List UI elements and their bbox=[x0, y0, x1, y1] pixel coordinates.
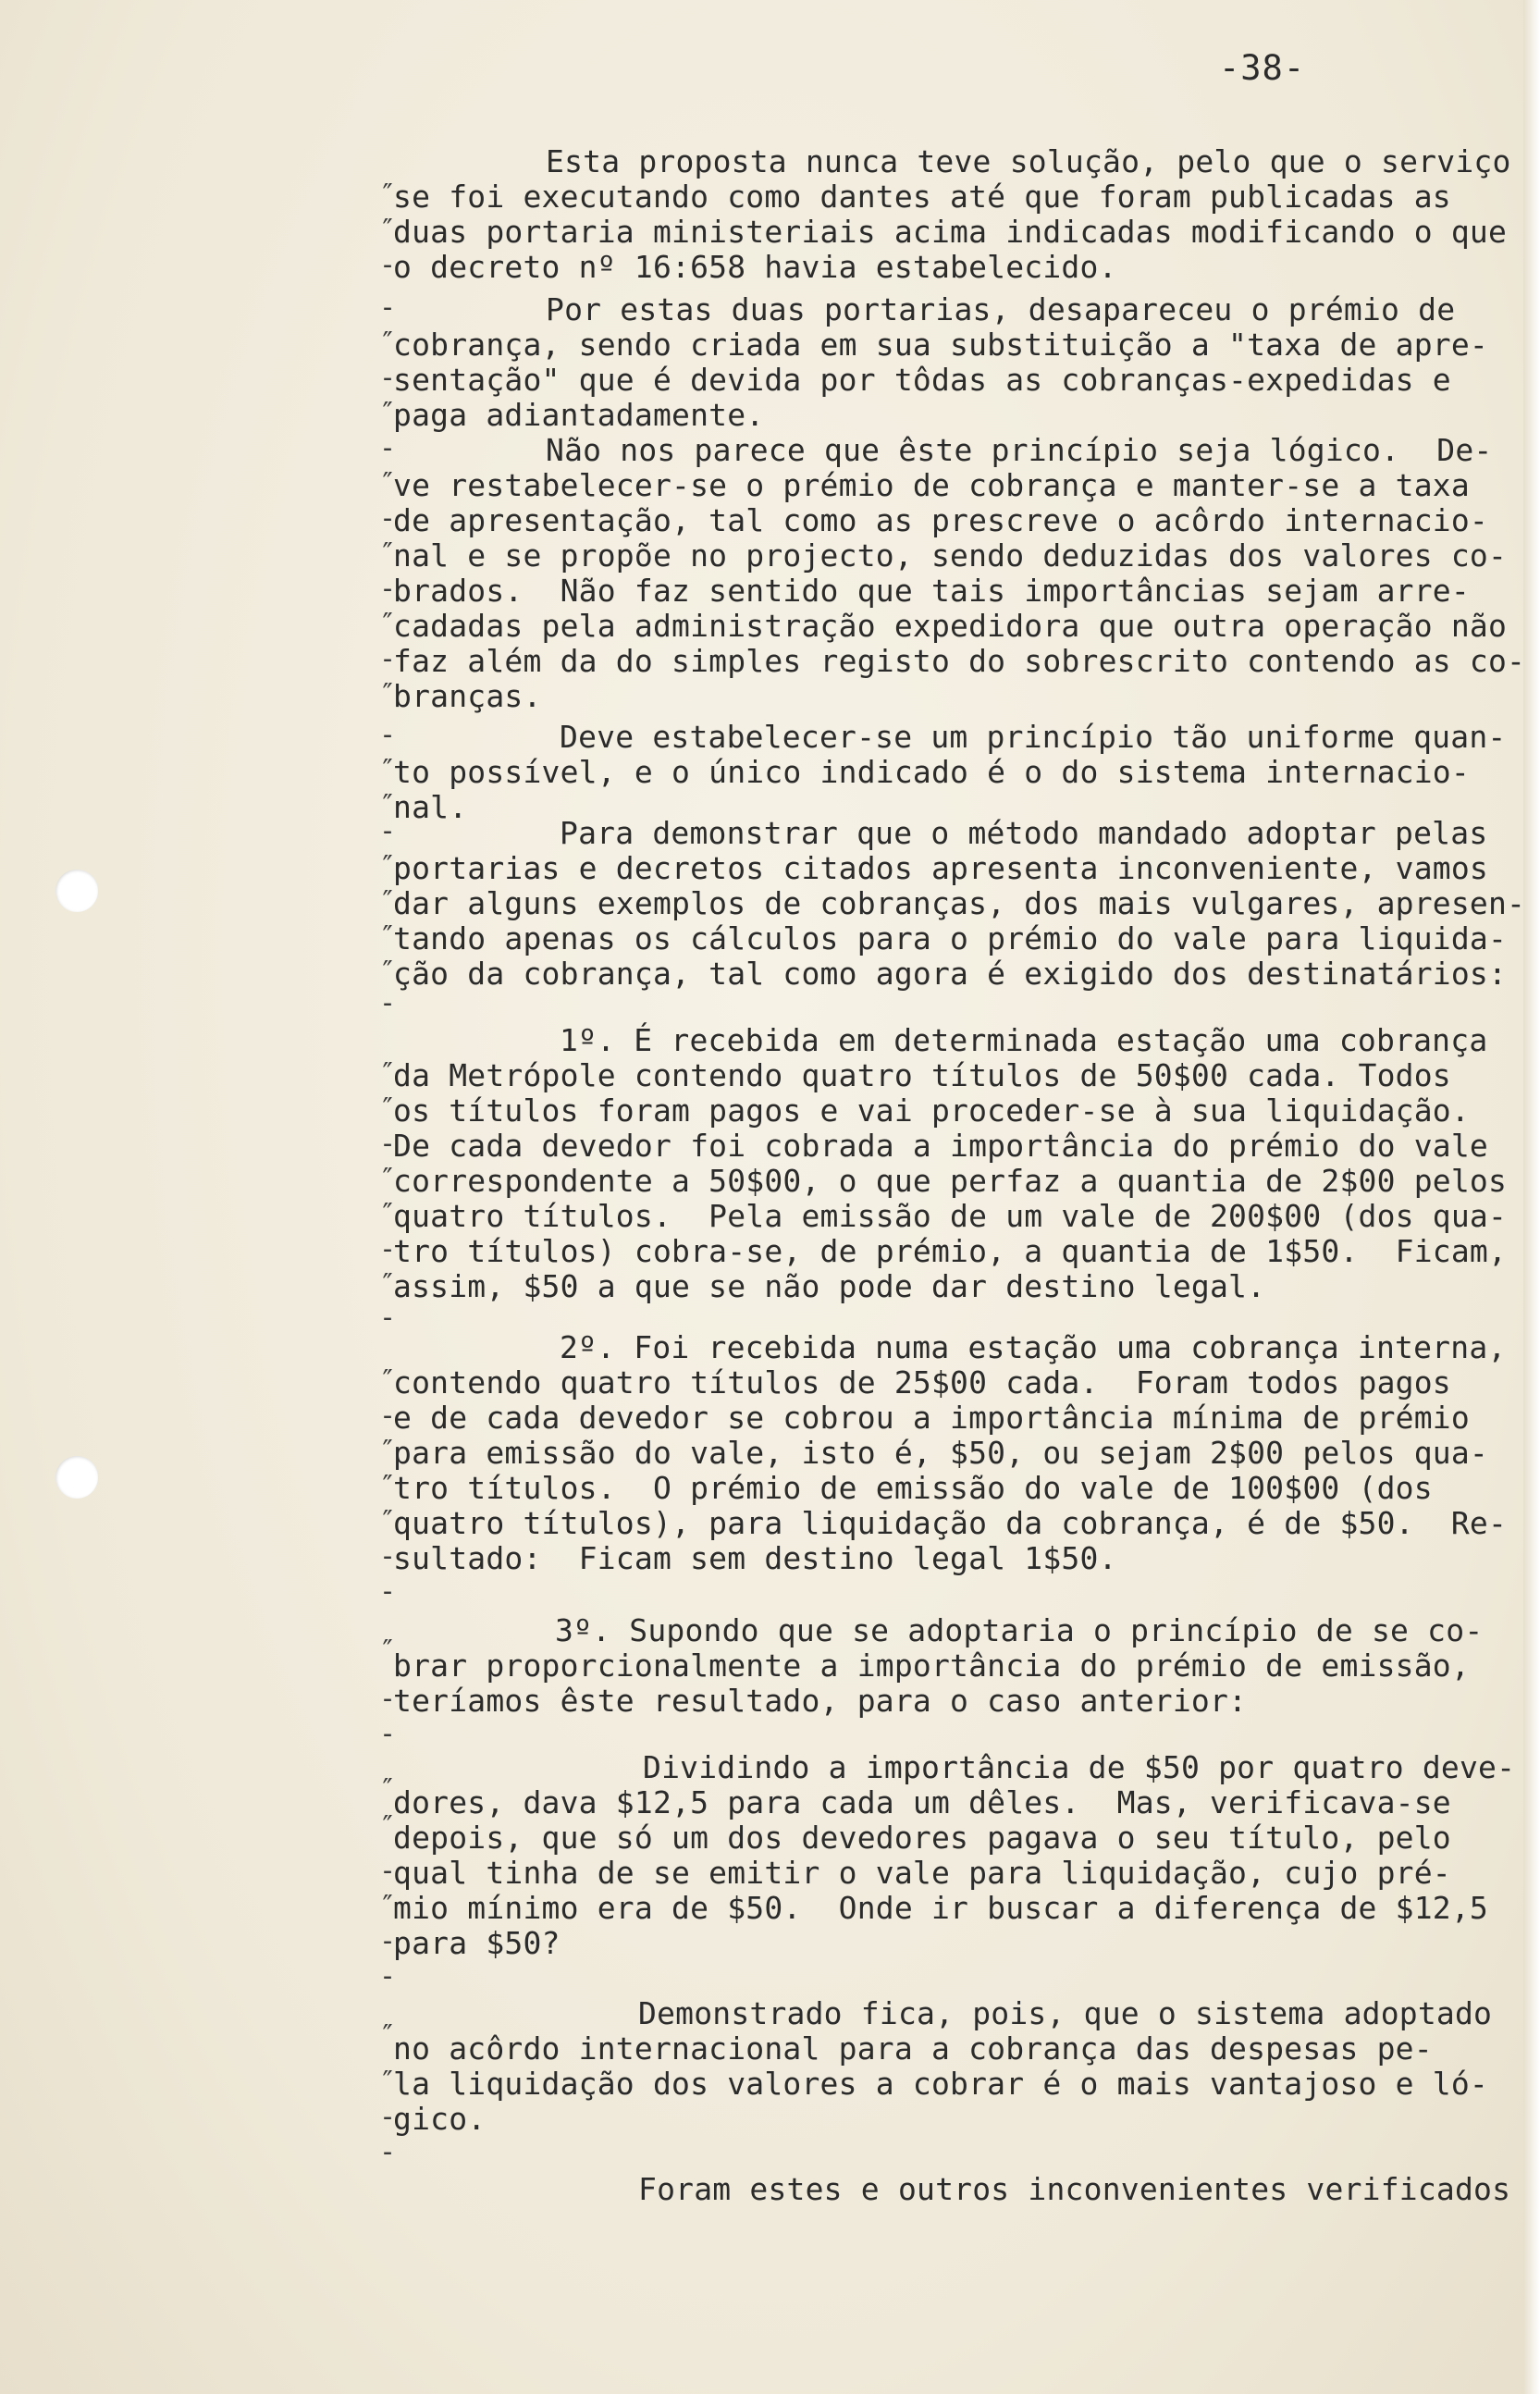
margin-mark: - bbox=[379, 1540, 397, 1573]
text-line: nal. bbox=[393, 789, 468, 825]
margin-mark: - bbox=[379, 432, 397, 464]
margin-mark: ″ bbox=[379, 179, 397, 211]
text-line: sultado: Ficam sem destino legal 1$50. bbox=[393, 1540, 1117, 1576]
text-line: o decreto nº 16:658 havia estabelecido. bbox=[393, 249, 1117, 285]
margin-mark: ″ bbox=[379, 1635, 397, 1667]
margin-mark: ″ bbox=[379, 2066, 397, 2098]
text-line: tro títulos. O prémio de emissão do vale de 100$00 (dos bbox=[393, 1470, 1433, 1506]
margin-mark: ″ bbox=[379, 956, 397, 988]
margin-mark: - bbox=[379, 1400, 397, 1432]
punch-hole-bottom bbox=[55, 1456, 98, 1499]
text-line: para $50? bbox=[393, 1925, 561, 1961]
margin-mark: ″ bbox=[379, 1505, 397, 1537]
margin-mark: - bbox=[379, 1302, 397, 1334]
page-number: -38- bbox=[1219, 48, 1306, 88]
text-line: 3º. Supondo que se adoptaria o princípio de se co- bbox=[555, 1612, 1484, 1648]
margin-mark: ″ bbox=[379, 789, 397, 821]
margin-mark: ″ bbox=[379, 1773, 397, 1806]
margin-mark: - bbox=[379, 1855, 397, 1887]
margin-mark: ″ bbox=[379, 1092, 397, 1125]
margin-mark: - bbox=[379, 2101, 397, 2133]
margin-mark: - bbox=[379, 1718, 397, 1750]
text-line: assim, $50 a que se não pode dar destino legal. bbox=[393, 1268, 1266, 1304]
margin-mark: ″ bbox=[379, 1364, 397, 1397]
text-line: ve restabelecer-se o prémio de cobrança e manter-se a taxa bbox=[393, 467, 1470, 503]
margin-mark: - bbox=[379, 1575, 397, 1608]
margin-mark: - bbox=[379, 1925, 397, 1957]
text-line: e de cada devedor se cobrou a importância mínima de prémio bbox=[393, 1400, 1470, 1436]
text-line: 2º. Foi recebida numa estação uma cobrança interna, bbox=[560, 1329, 1507, 1365]
text-line: portarias e decretos citados apresenta inconveniente, vamos bbox=[393, 850, 1488, 886]
margin-mark: ″ bbox=[379, 537, 397, 570]
text-line: tro títulos) cobra-se, de prémio, a quantia de 1$50. Ficam, bbox=[393, 1233, 1508, 1269]
text-line: se foi executando como dantes até que foram publicadas as bbox=[393, 179, 1451, 215]
text-line: Dividindo a importância de $50 por quatro deve- bbox=[643, 1749, 1516, 1785]
text-line: mio mínimo era de $50. Onde ir buscar a diferença de $12,5 bbox=[393, 1890, 1488, 1926]
text-line: ção da cobrança, tal como agora é exigido dos destinatários: bbox=[393, 956, 1508, 992]
text-line: Por estas duas portarias, desapareceu o prémio de bbox=[546, 291, 1456, 327]
text-line: depois, que só um dos devedores pagava o seu título, pelo bbox=[393, 1820, 1451, 1856]
text-line: Demonstrado fica, pois, que o sistema adoptado bbox=[638, 1995, 1493, 2031]
text-line: qual tinha de se emitir o vale para liquidação, cujo pré- bbox=[393, 1855, 1451, 1891]
margin-mark: - bbox=[379, 643, 397, 675]
text-line: teríamos êste resultado, para o caso anterior: bbox=[393, 1683, 1248, 1719]
text-line: cobrança, sendo criada em sua substituição a "taxa de apre- bbox=[393, 327, 1488, 363]
margin-mark: ″ bbox=[379, 754, 397, 786]
margin-mark: ″ bbox=[379, 678, 397, 710]
text-line: De cada devedor foi cobrada a importância do prémio do vale bbox=[393, 1128, 1488, 1164]
margin-mark: - bbox=[379, 987, 397, 1019]
margin-mark: - bbox=[379, 249, 397, 281]
text-line: brar proporcionalmente a importância do prémio de emissão, bbox=[393, 1647, 1470, 1684]
text-line: duas portaria ministeriais acima indicadas modificando o que bbox=[393, 214, 1508, 250]
text-line: da Metrópole contendo quatro títulos de 50$00 cada. Todos bbox=[393, 1057, 1451, 1093]
text-line: os títulos foram pagos e vai proceder-se à sua liquidação. bbox=[393, 1092, 1470, 1129]
text-line: paga adiantadamente. bbox=[393, 397, 765, 433]
text-line: to possível, e o único indicado é o do sistema internacio- bbox=[393, 754, 1470, 790]
margin-mark: - bbox=[379, 291, 397, 324]
margin-mark: - bbox=[379, 1128, 397, 1160]
margin-mark: ″ bbox=[379, 1810, 397, 1843]
text-line: dar alguns exemplos de cobranças, dos mais vulgares, apresen- bbox=[393, 885, 1526, 921]
text-line: branças. bbox=[393, 678, 542, 714]
margin-mark: - bbox=[379, 502, 397, 535]
text-line: brados. Não faz sentido que tais importâncias sejam arre- bbox=[393, 573, 1470, 609]
margin-mark: - bbox=[379, 1233, 397, 1265]
text-line: correspondente a 50$00, o que perfaz a quantia de 2$00 pelos bbox=[393, 1163, 1508, 1199]
text-line: Para demonstrar que o método mandado adoptar pelas bbox=[560, 815, 1488, 851]
text-line: Não nos parece que êste princípio seja lógico. De- bbox=[546, 432, 1493, 468]
text-line: la liquidação dos valores a cobrar é o mais vantajoso e ló- bbox=[393, 2066, 1488, 2102]
margin-mark: ″ bbox=[379, 1163, 397, 1195]
page-edge bbox=[1523, 0, 1540, 2394]
text-line: 1º. É recebida em determinada estação uma cobrança bbox=[560, 1022, 1488, 1058]
text-line: para emissão do vale, isto é, $50, ou sejam 2$00 pelos qua- bbox=[393, 1435, 1488, 1471]
text-line: Deve estabelecer-se um princípio tão uniforme quan- bbox=[560, 719, 1507, 755]
margin-mark: ″ bbox=[379, 608, 397, 640]
text-line: dores, dava $12,5 para cada um dêles. Mas, verificava-se bbox=[393, 1784, 1451, 1820]
margin-mark: - bbox=[379, 2136, 397, 2168]
punch-hole-top bbox=[55, 870, 98, 912]
text-line: sentação" que é devida por tôdas as cobranças-expedidas e bbox=[393, 362, 1451, 398]
margin-mark: ″ bbox=[379, 1470, 397, 1502]
margin-mark: ″ bbox=[379, 327, 397, 359]
margin-mark: ″ bbox=[379, 885, 397, 918]
margin-mark: ″ bbox=[379, 850, 397, 882]
margin-mark: - bbox=[379, 573, 397, 605]
text-line: nal e se propõe no projecto, sendo deduzidas dos valores co- bbox=[393, 537, 1508, 574]
text-line: tando apenas os cálculos para o prémio do vale para liquida- bbox=[393, 920, 1508, 956]
margin-mark: ″ bbox=[379, 920, 397, 953]
margin-mark: ″ bbox=[379, 214, 397, 246]
text-line: faz além da do simples registo do sobrescrito contendo as co- bbox=[393, 643, 1526, 679]
text-line: gico. bbox=[393, 2101, 487, 2137]
margin-mark: ″ bbox=[379, 397, 397, 429]
text-line: no acôrdo internacional para a cobrança das despesas pe- bbox=[393, 2030, 1433, 2067]
text-line: Esta proposta nunca teve solução, pelo que o serviço bbox=[546, 143, 1511, 179]
margin-mark: - bbox=[379, 362, 397, 394]
text-line: cadadas pela administração expedidora que outra operação não bbox=[393, 608, 1508, 644]
margin-mark: - bbox=[379, 815, 397, 847]
margin-mark: - bbox=[379, 1683, 397, 1715]
margin-mark: ″ bbox=[379, 1890, 397, 1922]
margin-mark: ″ bbox=[379, 467, 397, 500]
margin-mark: ″ bbox=[379, 1198, 397, 1230]
text-line: Foram estes e outros inconvenientes verificados bbox=[638, 2171, 1511, 2207]
text-line: quatro títulos. Pela emissão de um vale de 200$00 (dos qua- bbox=[393, 1198, 1508, 1234]
margin-mark: - bbox=[379, 1960, 397, 1993]
text-line: contendo quatro títulos de 25$00 cada. Foram todos pagos bbox=[393, 1364, 1451, 1401]
margin-mark: ″ bbox=[379, 1435, 397, 1467]
margin-mark: ″ bbox=[379, 1268, 397, 1301]
margin-mark: ″ bbox=[379, 1057, 397, 1090]
text-line: quatro títulos), para liquidação da cobrança, é de $50. Re- bbox=[393, 1505, 1508, 1541]
margin-mark: - bbox=[379, 719, 397, 751]
margin-mark: ″ bbox=[379, 2019, 397, 2052]
text-line: de apresentação, tal como as prescreve o acôrdo internacio- bbox=[393, 502, 1488, 538]
